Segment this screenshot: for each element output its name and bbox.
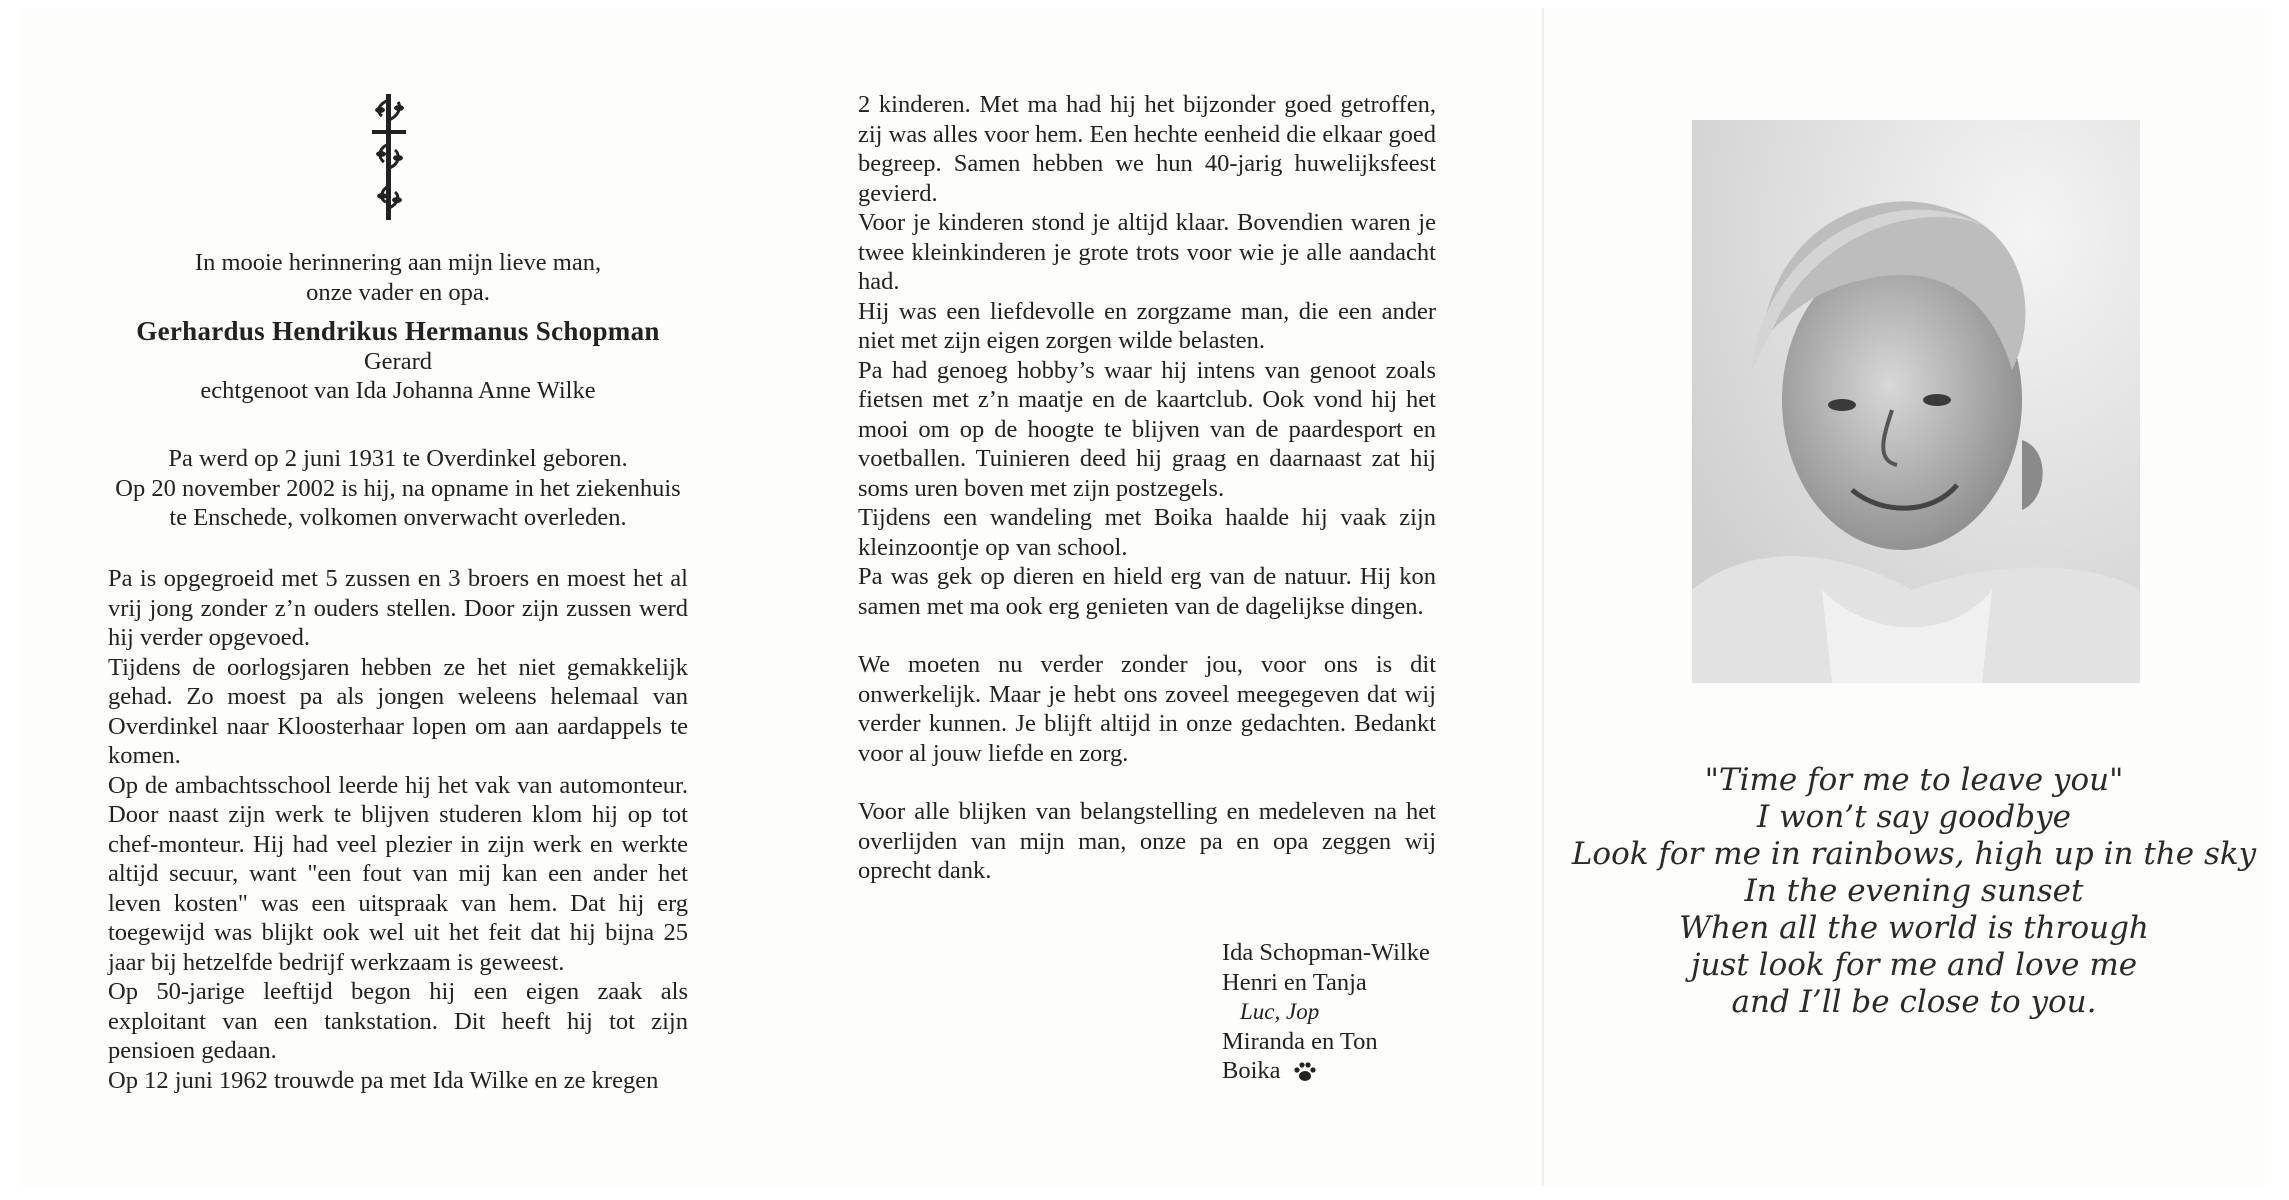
poem-line: Look for me in rainbows, high up in the sky xyxy=(1571,836,2257,872)
intro-line-1: In mooie herinnering aan mijn lieve man, xyxy=(194,249,602,276)
poem xyxy=(1540,762,2288,1021)
paragraph: Op 12 juni 1962 trouwde pa met Ida Wilke en ze kregen xyxy=(108,1066,659,1094)
paragraph: 2 kinderen. Met ma had hij het bijzonder goed getroffen, zij was alles voor hem. Een hechte eenheid die elkaar goed begreep. Samen hebben we hun 40-jarig huwelijksfeest gevierd. xyxy=(858,91,1436,207)
dates-block xyxy=(108,444,688,533)
poem-line: just look for me and love me xyxy=(1690,947,2138,983)
signature-grandchildren: Luc, Jop xyxy=(1240,999,1320,1024)
intro-line-2: onze vader en opa. xyxy=(306,278,490,306)
poem-line: and I’ll be close to you. xyxy=(1731,984,2097,1020)
closing-paragraph: We moeten nu verder zonder jou, voor ons is dit onwerkelijk. Maar je hebt ons zoveel meegegeven dat wij verder kunnen. Je blijft altijd in onze gedachten. Bedankt voor al jouw liefde en zorg. xyxy=(858,651,1436,767)
signature-widow: Ida Schopman-Wilke xyxy=(1222,939,1430,966)
signature-pet xyxy=(1222,1056,1430,1086)
birth-text: Pa werd op 2 juni 1931 te Overdinkel geboren. xyxy=(168,445,628,472)
signatures xyxy=(1222,938,1430,1086)
paragraph: Pa is opgegroeid met 5 zussen en 3 broers en moest het al vrij jong zonder z’n ouders stellen. Door zijn zussen werd hij verder opgevoed. xyxy=(108,565,688,651)
paragraph: Pa had genoeg hobby’s waar hij intens van genoot zoals fietsen met z’n maatje en de kaartclub. Ook vond hij het mooi om op de hoogte te blijven van de paardesport en voetballen. Tuinieren deed hij graag en daarnaast zat hij soms uren boven met zijn postzegels. xyxy=(858,356,1436,502)
poem-line: "Time for me to leave you" xyxy=(1704,762,2124,798)
paragraph: Pa was gek op dieren en hield erg van de natuur. Hij kon samen met ma ook erg genieten van de dagelijkse dingen. xyxy=(858,563,1436,620)
story-right xyxy=(858,90,1436,886)
poem-line: In the evening sunset xyxy=(1744,873,2084,909)
deceased-name: Gerhardus Hendrikus Hermanus Schopman xyxy=(136,316,660,346)
paragraph: Op de ambachtsschool leerde hij het vak van automonteur. Door naast zijn werk te blijven studeren klom hij op tot chef-monteur. Hij had veel plezier in zijn werk en werkte altijd secuur, want "een fout van mij kan een ander het leven kosten" was een uitspraak van hem. Dat hij erg toegewijd was blijkt ook wel uit het feit dat hij bijna 25 jaar bij hetzelfde bedrijf werkzaam is geweest. xyxy=(108,771,688,976)
signature-family-2: Miranda en Ton xyxy=(1222,1027,1378,1055)
paragraph: Tijdens een wandeling met Boika haalde hij vaak zijn kleinzoontje op van school. xyxy=(858,504,1436,561)
intro-block xyxy=(108,248,688,406)
paragraph: Hij was een liefdevolle en zorgzame man, die een ander niet met zijn eigen zorgen wilde belasten. xyxy=(858,297,1436,354)
cross-icon xyxy=(368,90,410,226)
poem-line: When all the world is through xyxy=(1679,910,2149,946)
paragraph: Tijdens de oorlogsjaren hebben ze het niet gemakkelijk gehad. Zo moest pa als jongen weleens helemaal van Overdinkel naar Kloosterhaar lopen om aan aardappels te komen. xyxy=(108,653,688,769)
portrait-photo xyxy=(1692,120,2140,683)
death-text: Op 20 november 2002 is hij, na opname in het ziekenhuis te Enschede, volkomen onverwacht overleden. xyxy=(115,474,681,531)
nickname: Gerard xyxy=(363,347,432,375)
thanks-paragraph: Voor alle blijken van belangstelling en medeleven na het overlijden van mijn man, onze pa en opa zeggen wij oprecht dank. xyxy=(858,798,1436,884)
story-left xyxy=(108,564,688,1095)
spouse-line: echtgenoot van Ida Johanna Anne Wilke xyxy=(200,377,596,404)
signature-family-1: Henri en Tanja xyxy=(1222,968,1367,996)
paragraph: Op 50-jarige leeftijd begon hij een eigen zaak als exploitant van een tankstation. Dit heeft hij tot zijn pensioen gedaan. xyxy=(108,978,688,1064)
signature-pet-name: Boika xyxy=(1222,1057,1281,1084)
poem-line: I won’t say goodbye xyxy=(1757,799,2071,835)
paw-icon xyxy=(1293,1061,1317,1083)
paragraph: Voor je kinderen stond je altijd klaar. Bovendien waren je twee kleinkinderen je grote trots voor wie je alle aandacht had. xyxy=(858,209,1436,295)
